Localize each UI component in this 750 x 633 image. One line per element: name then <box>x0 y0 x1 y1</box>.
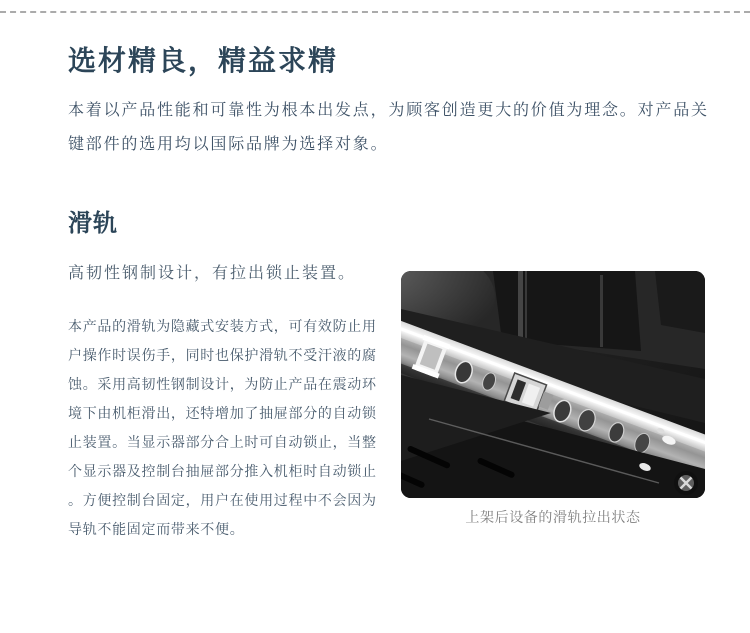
rail-content-row <box>68 263 750 545</box>
materials-intro-text: 本着以产品性能和可靠性为根本出发点，为顾客创造更大的价值为理念。对产品关键部件的选用均以国际品牌为选择对象。 <box>68 100 709 153</box>
content-area <box>68 44 708 545</box>
rail-figure <box>401 271 705 527</box>
slide-rail-section <box>68 208 708 545</box>
rail-section-title: 滑轨 <box>68 209 118 237</box>
rail-body-text: 本产品的滑轨为隐藏式安装方式，可有效防止用户操作时误伤手，同时也保护滑轨不受汗液的腐蚀。采用高韧性钢制设计，为防止产品在震动环境下由机柜滑出，还特增加了抽屉部分的自动锁止装置。当显示器部分合上时可自动锁止，当整个显示器及控制台抽屉部分推入机柜时自动锁止。方便控制台固定，用户在使用过程中不会因为导轨不能固定而带来不便。 <box>68 319 377 538</box>
dashed-divider <box>0 11 750 13</box>
photo-caption: 上架后设备的滑轨拉出状态 <box>465 510 641 526</box>
rail-text-column <box>68 263 383 545</box>
slide-rail-photo <box>401 271 705 498</box>
materials-section-title: 选材精良，精益求精 <box>68 44 339 77</box>
materials-section <box>68 44 708 161</box>
rail-lead-text: 高韧性钢制设计，有拉出锁止装置。 <box>68 263 357 282</box>
